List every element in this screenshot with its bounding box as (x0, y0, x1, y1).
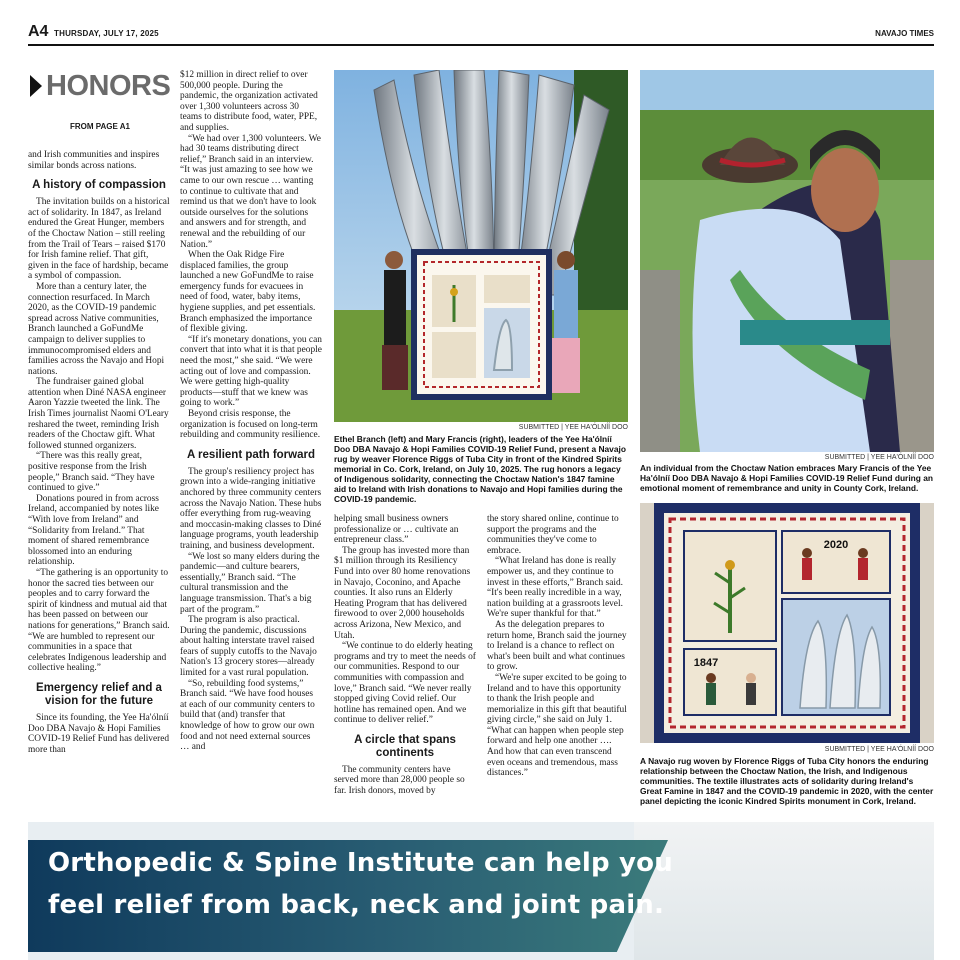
kicker-word: HONORS (46, 70, 171, 102)
ad-background-image (634, 822, 934, 960)
subhead-emergency: Emergency relief and a vision for the future (36, 681, 162, 707)
paragraph: The invitation builds on a historical act of solidarity. In 1847, as Ireland endured the Great Hunger, members of the Choctaw Nation – still reeling from the Trail of Tears – raised $170 for Irish famine relief. That gift, given in the face of hardship, became a symbol of compassion. (28, 197, 170, 282)
subhead-history: A history of compassion (32, 179, 166, 192)
paragraph: When the Oak Ridge Fire displaced families, the group launched a new GoFundMe to raise emergency funds for evacuees in need of food, water, baby items, hygiene supplies, and pet essentials. Branch emphasized the importance of flexible giving. (180, 250, 316, 335)
paragraph: Since its founding, the Yee Ha'ólníí Doo DBA Navajo & Hopi Families COVID-19 Relief Fund has delivered more than (28, 712, 170, 755)
folio-bar (28, 23, 934, 46)
paragraph: “So, rebuilding food systems,” Branch said. “We have food houses at each of our community centers to build that (and) transfer that knowledge of how to grow our own food and not need external sources … and (180, 678, 315, 753)
photo-credit: SUBMITTED | YEE HA'ÓLNÍÍ DOO (824, 746, 934, 753)
paragraph: “The gathering is an opportunity to honor the sacred ties between our peoples and to carry forward the spirit of kindness and mutual aid that has been passed on between our nations for generations,” Branch said. “We are humbled to represent our communities in a space that celebrates Indigenous leadership and collective healing.” (28, 567, 170, 674)
paragraph: the story shared online, continue to support the programs and the communities they've come to embrace. (487, 514, 619, 556)
article-column-2 (180, 70, 322, 753)
issue-date: THURSDAY, JULY 17, 2025 (54, 29, 159, 38)
paragraph: The community centers have served more than 28,000 people so far. Irish donors, moved by (334, 764, 465, 797)
photo-credit: SUBMITTED | YEE HA'ÓLNÍÍ DOO (824, 454, 934, 461)
paragraph: “If it's monetary donations, you can convert that into what it is that people need the most,” she said. “We were acting out of love and compassion. We were getting high-quality products—stuff that we knew was going to work.” (180, 334, 322, 409)
paper-name: NAVAJO TIMES (875, 29, 934, 38)
subhead-resilient: A resilient path forward (186, 448, 315, 461)
jump-line: FROM PAGE A1 (69, 122, 130, 131)
photo-caption: An individual from the Choctaw Nation embraces Mary Francis of the Yee Ha'ólníí Doo DBA Navajo & Hopi Families COVID-19 Relief Fund during an emotional moment of remembrance and unity in County Cork, Ireland. (640, 463, 933, 493)
paragraph: “We're super excited to be going to Ireland and to have this opportunity to thank the Irish people and memorialize in this gift that beautiful giving circle,” she said on July 1. “What can happen when people step forward and help one another …. And how that can even transcend even oceans and tremendous, mass distances.” (487, 672, 627, 779)
paragraph: The group has invested more than $1 million through its Resiliency Fund into over 80 home renovations in Navajo, Coconino, and Apache counties. It also runs an Elderly Heating Program that has delivered firewood to over 2,000 households across Arizona, New Mexico, and Utah. (334, 545, 471, 641)
paragraph: “We continue to do elderly heating programs and try to meet the needs of our communities. Respond to our communities with compassion and love,” Branch said. “We never really stopped giving Covid relief. Our hotline has remained open. And we continue to deliver relief.” (334, 641, 476, 726)
paragraph: Donations poured in from across Ireland, accompanied by notes like “With love from Ireland” and “Solidarity from Ireland.” That moment of shared remembrance blossomed into an enduring relationship. (28, 493, 159, 568)
paragraph: helping small business owners professionalize or … cultivate an entrepreneur class.” (334, 514, 459, 546)
section-kicker (30, 70, 170, 100)
rug-year-1847: 1847 (693, 657, 719, 669)
paragraph: Beyond crisis response, the organization is focused on long-term rebuilding and community resilience. (180, 409, 321, 441)
paragraph: “What Ireland has done is really empower us, and they continue to invest in these efforts,” Branch said. “It's been really incredible in a way, nation building at a grassroots level. We're super thankful for that.” (487, 556, 623, 620)
photo-credit: SUBMITTED | YEE HA'ÓLNÍÍ DOO (518, 424, 628, 431)
paragraph: The program is also practical. During the pandemic, discussions about halting interstate travel raised fears of supply cutoffs to the Navajo Nation's 13 grocery stores—already limited for a vast rural population. (180, 615, 317, 679)
subhead-circle: A circle that spans continents (354, 733, 456, 759)
paragraph: The group's resiliency project has grown into a wide-ranging initiative anchored by three community centers across the Navajo Nation. These hubs offer everything from rug-weaving and moccasin-making classes to Diné language programs, youth leadership training, and business development. (180, 466, 322, 551)
article-column-1 (28, 150, 170, 755)
paragraph: As the delegation prepares to return home, Branch said the journey to Ireland is a chance to reflect on what's been built and what continues to grow. (487, 619, 627, 673)
advertisement[interactable] (28, 822, 934, 960)
photo-rug (640, 503, 934, 743)
memorial-photo-illustration (334, 70, 628, 422)
photo-caption: A Navajo rug woven by Florence Riggs of Tuba City honors the enduring relationship between the Choctaw Nation, the Irish, and Indigenous communities. The textile illustrates acts of solidarity during Ireland's Great Famine in 1847 and the COVID-19 pandemic in 2020, with the center panel depicting the iconic Kindred Spirits monument in Cork, Ireland. (640, 756, 934, 806)
article-column-3 (334, 514, 476, 797)
photo-caption: Ethel Branch (left) and Mary Francis (right), leaders of the Yee Ha'ólníí Doo DBA Navajo & Hopi Families COVID-19 Relief Fund, present a Navajo rug by weaver Florence Riggs of Tuba City in front of the Kindred Spirits memorial in Co. Cork, Ireland, on July 10, 2025. The rug honors a legacy of Indigenous solidarity, connecting the Choctaw Nation's 1847 famine aid to Ireland with Irish donations to Navajo and Hopi families during the COVID-19 pandemic. (334, 434, 626, 504)
paragraph: “There was this really great, positive response from the Irish people,” Branch said. “They have continued to give.” (28, 451, 155, 494)
paragraph: and Irish communities and inspires similar bonds across nations. (28, 150, 160, 171)
kicker-arrow-icon (30, 75, 42, 97)
page-number: A4 (28, 23, 49, 40)
photo-embrace (640, 70, 934, 452)
article-column-4 (487, 514, 629, 779)
ad-headline-line-2: feel relief from back, neck and joint pain. (48, 890, 665, 920)
rug-photo-illustration (640, 503, 934, 743)
rug-year-2020: 2020 (823, 539, 849, 551)
photo-memorial (334, 70, 628, 422)
ad-headline-line-1: Orthopedic & Spine Institute can help you (48, 848, 673, 878)
paragraph: The fundraiser gained global attention when Diné NASA engineer Aaron Yazzie tweeted the link. The Irish Times journalist Naomi O'Leary reshared the tweet, reminding Irish readers of the Choctaw gift. What followed stunned organizers. (28, 377, 169, 451)
paragraph: “We had over 1,300 volunteers. We had 30 teams distributing direct relief,” Branch said in an interview. “It was just amazing to see how we came to our own rescue … wanting to continue to cultivate that and remind us that we don't have to look outside ourselves for the solutions and answers and for strength, and renewal and the rebuilding of our Nation.” (180, 133, 321, 250)
paragraph: “We lost so many elders during the pandemic—and culture bearers, essentially,” Branch said. “The cultural transmission and the language transmission. That's a big part of the program.” (180, 551, 320, 615)
embrace-photo-illustration (640, 70, 934, 452)
paragraph: More than a century later, the connection resurfaced. In March 2020, as the COVID-19 pandemic spread across Native communities, Branch launched a GoFundMe campaign to deliver supplies to immunocompromised elders and families across the Navajo and Hopi nations. (28, 281, 165, 377)
paragraph: $12 million in direct relief to over 500,000 people. During the pandemic, the organization activated over 1,300 volunteers across 30 teams to distribute food, water, PPE, and supplies. (180, 70, 318, 133)
